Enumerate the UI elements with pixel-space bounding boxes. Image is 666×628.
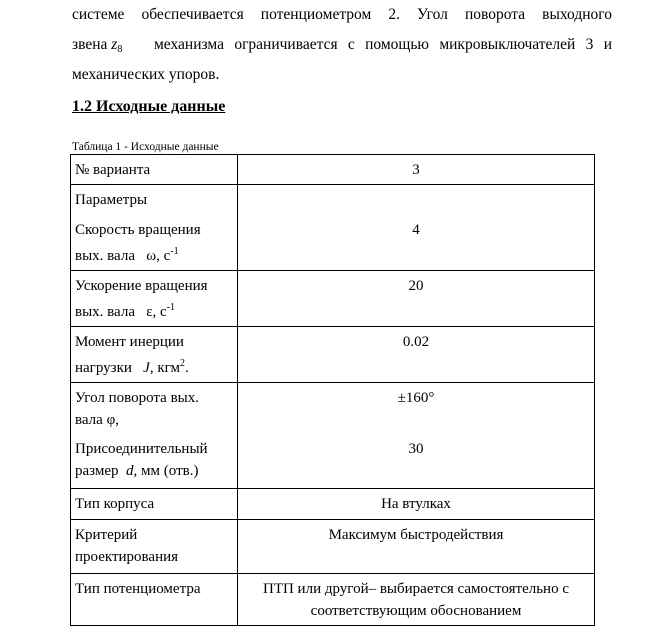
param-cell xyxy=(71,326,238,382)
param-value: Максимум быстродействия xyxy=(328,526,504,543)
value-cell xyxy=(238,270,595,326)
section-heading: 1.2 Исходные данные xyxy=(72,98,226,115)
param-label-line-1: Критерий xyxy=(75,526,138,543)
param-label: Тип корпуса xyxy=(75,495,155,512)
param-label-line-1: Угол поворота вых. xyxy=(75,389,199,406)
table-row xyxy=(71,573,595,625)
param-label-line-2: вых. вала xyxy=(75,247,135,264)
param-value: 20 xyxy=(408,277,424,294)
param-label-line-1: Скорость вращения xyxy=(75,221,201,238)
table-row xyxy=(71,215,595,271)
param-value: 4 xyxy=(412,221,420,238)
intro-line-1-text: системе обеспечивается потенциометром 2. Угол поворота выходного xyxy=(72,6,612,23)
param-symbol: J xyxy=(143,359,150,376)
value-cell xyxy=(238,185,595,215)
param-cell xyxy=(71,185,238,215)
param-value-line-2: соответствующим обоснованием xyxy=(310,602,522,619)
intro-paragraph xyxy=(72,0,612,90)
table-row xyxy=(71,326,595,382)
param-label: Параметры xyxy=(75,192,148,208)
table-row xyxy=(71,519,595,573)
intro-word-zvena: звена xyxy=(72,36,108,53)
value-cell xyxy=(238,488,595,519)
param-label-line-1: Момент инерции xyxy=(75,333,184,350)
param-label: № варианта xyxy=(75,162,151,178)
param-symbol: ω, с xyxy=(146,247,171,264)
table-row xyxy=(71,185,595,215)
variable-z: z xyxy=(111,36,118,53)
intro-line-3: механических упоров. xyxy=(72,66,220,83)
value-cell xyxy=(238,215,595,271)
table-caption: Таблица 1 - Исходные данные xyxy=(72,141,219,153)
param-value: На втулках xyxy=(381,495,451,512)
value-cell xyxy=(238,434,595,488)
param-value: ±160° xyxy=(397,389,435,406)
param-cell xyxy=(71,519,238,573)
param-value: 0.02 xyxy=(402,333,430,350)
table-row xyxy=(71,434,595,488)
value-cell xyxy=(238,326,595,382)
value-cell xyxy=(238,155,595,185)
param-label-line-2: размер xyxy=(75,463,119,479)
source-data-table xyxy=(70,154,595,626)
param-unit: , мм (отв.) xyxy=(133,463,199,479)
param-superscript: 2 xyxy=(180,357,186,369)
value-cell xyxy=(238,519,595,573)
intro-line-2-post: механизма ограничивается с помощью микровыключателей 3 и xyxy=(154,36,612,53)
param-superscript: -1 xyxy=(170,245,179,257)
param-superscript: -1 xyxy=(166,301,176,313)
param-cell xyxy=(71,155,238,185)
param-cell xyxy=(71,270,238,326)
variable-z-subscript: 8 xyxy=(117,44,123,55)
param-label-line-2: проектирования xyxy=(75,548,179,565)
param-value-line-1: ПТП или другой– выбирается самостоятельно с xyxy=(262,580,569,597)
param-label-line-2: вых. вала xyxy=(75,303,135,320)
table-row xyxy=(71,155,595,185)
param-cell xyxy=(71,573,238,625)
table-row xyxy=(71,488,595,519)
param-unit: , кгм xyxy=(149,359,181,376)
param-tail: . xyxy=(185,359,189,376)
param-cell xyxy=(71,215,238,271)
param-value: 3 xyxy=(412,162,420,178)
param-label-line-2: вала φ, xyxy=(75,411,119,428)
intro-line-2 xyxy=(72,30,612,60)
param-cell xyxy=(71,488,238,519)
param-cell xyxy=(71,382,238,434)
value-cell xyxy=(238,382,595,434)
param-symbol: ε, с xyxy=(146,303,167,320)
param-value: 30 xyxy=(408,441,424,457)
intro-line-2-pre xyxy=(72,30,122,60)
param-cell xyxy=(71,434,238,488)
table-row xyxy=(71,270,595,326)
param-label: Тип потенциометра xyxy=(75,580,201,597)
param-label-line-1: Ускорение вращения xyxy=(75,277,208,294)
param-symbol: d xyxy=(126,463,134,479)
table-row xyxy=(71,382,595,434)
intro-line-1 xyxy=(72,0,612,30)
value-cell xyxy=(238,573,595,625)
param-label-line-2: нагрузки xyxy=(75,359,132,376)
param-label-line-1: Присоединительный xyxy=(75,441,208,457)
